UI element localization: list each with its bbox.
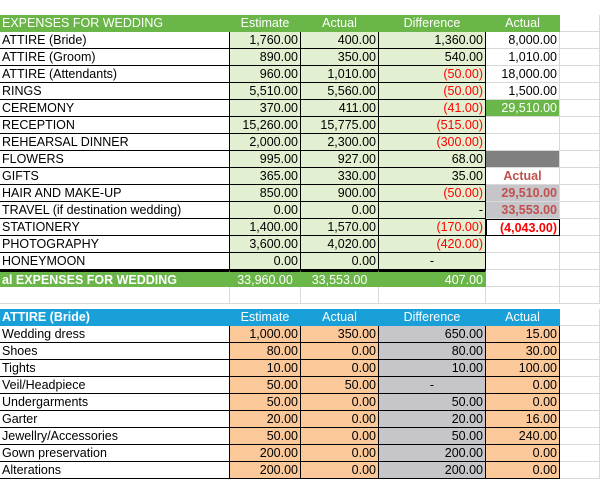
cell-actual[interactable]: 350.00 [301,49,379,66]
attire-cell-difference[interactable]: 10.00 [379,360,486,377]
empty-cell[interactable] [560,49,600,66]
attire-cell-actual[interactable]: 0.00 [301,445,379,462]
cell-estimate[interactable]: 15,260.00 [230,117,301,134]
empty-cell[interactable] [486,270,560,287]
row-label[interactable]: RINGS [0,83,230,100]
attire-row-label[interactable]: Veil/Headpiece [0,377,230,394]
cell-estimate[interactable]: 1,400.00 [230,219,301,236]
summary-estimate-value[interactable]: 29,510.00 [486,185,560,202]
cell-difference[interactable]: (41.00) [379,100,486,117]
wedding-expenses-table [0,15,600,304]
attire-cell-difference[interactable]: 50.00 [379,428,486,445]
empty-cell[interactable] [560,151,600,168]
header-actual-2[interactable]: Actual [486,15,560,32]
empty-cell[interactable] [486,287,560,304]
attire-cell-estimate[interactable]: 20.00 [230,411,301,428]
attire-row-label[interactable]: Wedding dress [0,326,230,343]
row-label[interactable]: FLOWERS [0,151,230,168]
cell-extra[interactable]: 8,000.00 [486,32,560,49]
row-label[interactable]: PHOTOGRAPHY [0,236,230,253]
attire-header-actual[interactable]: Actual [301,309,379,326]
header-estimate[interactable]: Estimate [230,15,301,32]
cell-actual[interactable]: 411.00 [301,100,379,117]
row-label[interactable]: STATIONERY [0,219,230,236]
empty-cell[interactable] [560,428,600,445]
attire-header-actual-2[interactable]: Actual [486,309,560,326]
cell-difference[interactable]: (515.00) [379,117,486,134]
cell-actual[interactable]: 400.00 [301,32,379,49]
cell-difference[interactable]: 68.00 [379,151,486,168]
attire-header-difference[interactable]: Difference [379,309,486,326]
attire-cell-extra[interactable]: 30.00 [486,343,560,360]
attire-cell-extra[interactable]: 240.00 [486,428,560,445]
attire-cell-actual[interactable]: 350.00 [301,326,379,343]
cell-actual[interactable]: 0.00 [301,253,379,270]
empty-cell[interactable] [560,168,600,185]
attire-cell-extra[interactable]: 100.00 [486,360,560,377]
cell-estimate[interactable]: 370.00 [230,100,301,117]
cell-extra[interactable] [486,253,560,270]
empty-cell[interactable] [560,15,600,32]
cell-estimate[interactable]: 5,510.00 [230,83,301,100]
row-label[interactable]: HONEYMOON [0,253,230,270]
empty-cell[interactable] [560,202,600,219]
cell-extra[interactable] [486,151,560,168]
cell-extra[interactable] [486,236,560,253]
cell-difference[interactable]: (170.00) [379,219,486,236]
attire-cell-difference[interactable]: 80.00 [379,343,486,360]
cell-difference[interactable]: (300.00) [379,134,486,151]
cell-estimate[interactable]: 1,760.00 [230,32,301,49]
row-label[interactable]: HAIR AND MAKE-UP [0,185,230,202]
cell-extra[interactable] [486,134,560,151]
cell-estimate[interactable]: 890.00 [230,49,301,66]
header-actual[interactable]: Actual [301,15,379,32]
row-label[interactable]: GIFTS [0,168,230,185]
attire-cell-actual[interactable]: 0.00 [301,343,379,360]
cell-estimate[interactable]: 960.00 [230,66,301,83]
empty-cell[interactable] [560,236,600,253]
attire-cell-estimate[interactable]: 50.00 [230,428,301,445]
cell-difference[interactable]: 1,360.00 [379,32,486,49]
total-difference[interactable]: 407.00 [379,270,486,287]
cell-difference[interactable]: 540.00 [379,49,486,66]
row-label[interactable]: ATTIRE (Attendants) [0,66,230,83]
empty-cell[interactable] [230,287,301,304]
empty-cell[interactable] [560,377,600,394]
total-actual[interactable]: 33,553.00 [301,270,379,287]
attire-row-label[interactable]: Undergarments [0,394,230,411]
cell-estimate[interactable]: 0.00 [230,253,301,270]
attire-cell-extra[interactable]: 0.00 [486,394,560,411]
attire-cell-actual[interactable]: 50.00 [301,377,379,394]
attire-cell-estimate[interactable]: 50.00 [230,377,301,394]
cell-actual[interactable]: 15,775.00 [301,117,379,134]
attire-header-estimate[interactable]: Estimate [230,309,301,326]
attire-cell-difference[interactable]: 50.00 [379,394,486,411]
cell-actual[interactable]: 2,300.00 [301,134,379,151]
empty-cell[interactable] [560,134,600,151]
cell-difference[interactable]: (420.00) [379,236,486,253]
empty-cell[interactable] [560,309,600,326]
cell-extra[interactable] [486,117,560,134]
header-difference[interactable]: Difference [379,15,486,32]
cell-difference[interactable]: (50.00) [379,66,486,83]
cell-actual[interactable]: 5,560.00 [301,83,379,100]
attire-row-label[interactable]: Jewellry/Accessories [0,428,230,445]
cell-actual[interactable]: 1,570.00 [301,219,379,236]
row-label[interactable]: RECEPTION [0,117,230,134]
attire-cell-extra[interactable]: 15.00 [486,326,560,343]
attire-cell-actual[interactable]: 0.00 [301,394,379,411]
cell-difference[interactable]: (50.00) [379,83,486,100]
attire-cell-estimate[interactable]: 80.00 [230,343,301,360]
attire-row-label[interactable]: Garter [0,411,230,428]
empty-cell[interactable] [301,287,379,304]
cell-actual[interactable]: 900.00 [301,185,379,202]
cell-difference[interactable]: (50.00) [379,185,486,202]
attire-cell-estimate[interactable]: 50.00 [230,394,301,411]
attire-cell-actual[interactable]: 0.00 [301,428,379,445]
empty-cell[interactable] [560,83,600,100]
cell-extra[interactable]: 1,500.00 [486,83,560,100]
empty-cell[interactable] [560,66,600,83]
total-estimate[interactable]: 33,960.00 [230,270,301,287]
cell-extra[interactable]: 18,000.00 [486,66,560,83]
cell-estimate[interactable]: 3,600.00 [230,236,301,253]
summary-difference-value[interactable]: (4,043.00) [486,219,560,236]
empty-cell[interactable] [560,287,600,304]
cell-estimate[interactable]: 995.00 [230,151,301,168]
empty-cell[interactable] [560,394,600,411]
attire-cell-actual[interactable]: 0.00 [301,360,379,377]
cell-estimate[interactable]: 850.00 [230,185,301,202]
attire-cell-estimate[interactable]: 10.00 [230,360,301,377]
cell-difference[interactable]: 35.00 [379,168,486,185]
attire-row-label[interactable]: Shoes [0,343,230,360]
cell-estimate[interactable]: 365.00 [230,168,301,185]
attire-cell-estimate[interactable]: 1,000.00 [230,326,301,343]
header-title[interactable]: EXPENSES FOR WEDDING [0,15,230,32]
cell-actual[interactable]: 4,020.00 [301,236,379,253]
attire-cell-estimate[interactable]: 200.00 [230,462,301,479]
empty-cell[interactable] [560,117,600,134]
empty-cell[interactable] [560,100,600,117]
row-label[interactable]: TRAVEL (if destination wedding) [0,202,230,219]
attire-cell-extra[interactable]: 16.00 [486,411,560,428]
empty-cell[interactable] [560,411,600,428]
attire-cell-difference[interactable]: 650.00 [379,326,486,343]
cell-actual[interactable]: 0.00 [301,202,379,219]
empty-cell[interactable] [560,219,600,236]
attire-row-label[interactable]: Alterations [0,462,230,479]
cell-estimate[interactable]: 0.00 [230,202,301,219]
row-label[interactable]: ATTIRE (Bride) [0,32,230,49]
attire-row-label[interactable]: Tights [0,360,230,377]
empty-cell[interactable] [560,253,600,270]
attire-cell-actual[interactable]: 0.00 [301,462,379,479]
attire-cell-difference[interactable]: - [379,377,486,394]
attire-row-label[interactable]: Gown preservation [0,445,230,462]
empty-cell[interactable] [560,462,600,479]
attire-cell-extra[interactable]: 0.00 [486,445,560,462]
empty-cell[interactable] [560,326,600,343]
empty-cell[interactable] [560,270,600,287]
row-label[interactable]: CEREMONY [0,100,230,117]
cell-extra[interactable]: 1,010.00 [486,49,560,66]
cell-difference[interactable]: - [379,202,486,219]
attire-cell-extra[interactable]: 0.00 [486,377,560,394]
attire-cell-difference[interactable]: 200.00 [379,445,486,462]
empty-cell[interactable] [0,287,230,304]
cell-difference[interactable]: - [379,253,486,270]
attire-cell-extra[interactable]: 0.00 [486,462,560,479]
row-label[interactable]: REHEARSAL DINNER [0,134,230,151]
empty-cell[interactable] [560,32,600,49]
cell-estimate[interactable]: 2,000.00 [230,134,301,151]
cell-actual[interactable]: 1,010.00 [301,66,379,83]
cell-actual[interactable]: 927.00 [301,151,379,168]
total-label[interactable]: al EXPENSES FOR WEDDING [0,270,230,287]
attire-header-title[interactable]: ATTIRE (Bride) [0,309,230,326]
attire-cell-estimate[interactable]: 200.00 [230,445,301,462]
empty-cell[interactable] [560,343,600,360]
cell-total-highlight[interactable]: 29,510.00 [486,100,560,117]
empty-cell[interactable] [379,287,486,304]
attire-cell-actual[interactable]: 0.00 [301,411,379,428]
attire-cell-difference[interactable]: 200.00 [379,462,486,479]
empty-cell[interactable] [560,445,600,462]
empty-cell[interactable] [560,185,600,202]
summary-actual-label[interactable]: Actual [486,168,560,185]
attire-cell-difference[interactable]: 20.00 [379,411,486,428]
attire-bride-table [0,309,600,479]
row-label[interactable]: ATTIRE (Groom) [0,49,230,66]
cell-actual[interactable]: 330.00 [301,168,379,185]
summary-actual-value[interactable]: 33,553.00 [486,202,560,219]
empty-cell[interactable] [560,360,600,377]
